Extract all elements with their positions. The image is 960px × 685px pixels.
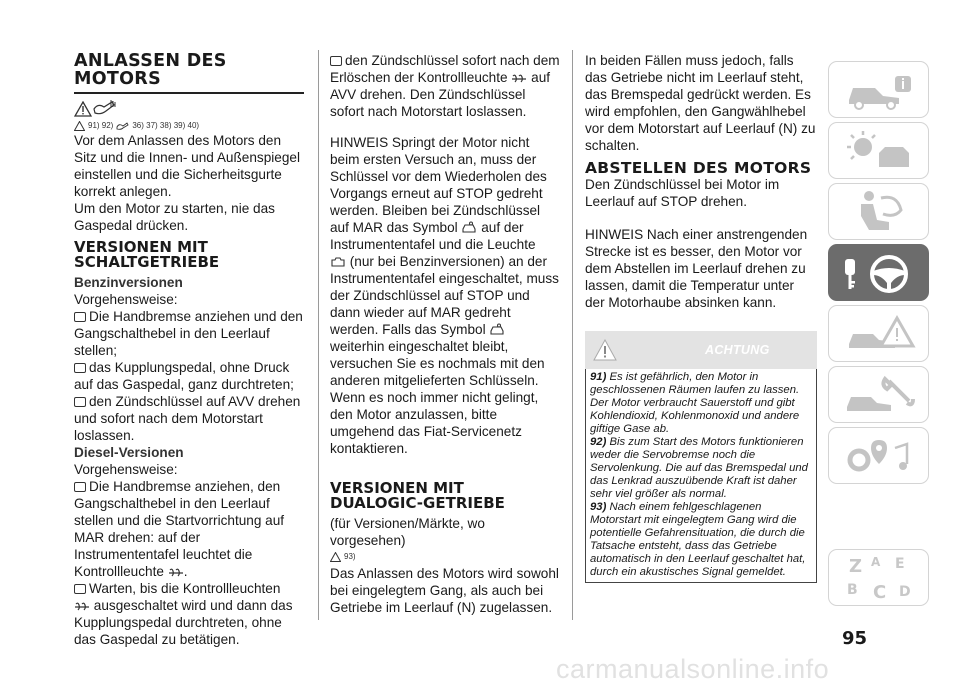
column-divider — [572, 50, 573, 620]
section-title-anlassen: ANLASSEN DES MOTORS — [74, 51, 227, 89]
bullet-icon — [74, 363, 86, 373]
engine-check-icon — [330, 256, 346, 268]
warning-item: 91) Es ist gefährlich, den Motor in geschlossenen Räumen laufen zu lassen. Der Motor verbraucht Sauerstoff und gibt Kohlendioxid, Kohlenmonoxid und andere giftige Gase ab. — [590, 371, 800, 435]
tab-maintenance[interactable] — [828, 366, 929, 423]
gear-location-music-icon — [829, 428, 930, 485]
section-title-schaltgetriebe: VERSIONEN MIT SCHALTGETRIEBE — [74, 237, 220, 271]
column-divider — [318, 50, 319, 620]
diesel-intro: Vorgehensweise: — [74, 461, 178, 477]
page-number: 95 — [842, 628, 868, 649]
svg-text:B: B — [847, 582, 858, 598]
glow-plug-icon — [74, 602, 90, 612]
section-title-dualogic: VERSIONEN MIT DUALOGIC-GETRIEBE — [330, 479, 505, 512]
benzin-step-1: Die Handbremse anziehen und den Gangschalthebel in den Leerlauf stellen; — [74, 308, 303, 358]
lights-sun-icon — [829, 123, 930, 180]
svg-text:E: E — [895, 556, 905, 572]
bullet-icon — [74, 482, 86, 492]
svg-text:C: C — [873, 582, 887, 603]
subsection-benzin: Benzinversionen — [74, 274, 183, 290]
reference-note-93: 93) — [330, 551, 560, 563]
tab-index[interactable] — [828, 549, 929, 606]
column-2 — [330, 52, 560, 616]
benzin-intro: Vorgehensweise: — [74, 291, 178, 307]
immobilizer-car-key-icon — [489, 323, 505, 336]
dualogic-subtitle: (für Versionen/Märkte, wo vorgesehen) — [330, 516, 485, 548]
dualogic-paragraph: Das Anlassen des Motors wird sowohl bei eingelegtem Gang, als auch bei Getriebe im Leerlauf (N) zugelassen. — [330, 566, 559, 615]
benzin-step-2: das Kupplungspedal, ohne Druck auf das Gaspedal, ganz durchtreten; — [74, 359, 294, 392]
svg-text:D: D — [899, 584, 911, 600]
hand-caution-icon — [92, 99, 116, 117]
warning-triangle-small-icon — [330, 552, 341, 562]
warning-symbols-row — [74, 98, 304, 120]
svg-text:A: A — [871, 555, 881, 569]
bullet-icon — [74, 584, 86, 594]
immobilizer-car-key-icon — [461, 221, 477, 234]
ref-notes-b: 36) 37) 38) 39) 40) — [132, 120, 200, 130]
ref-notes-a: 91) 92) — [88, 120, 114, 130]
tab-starting-driving[interactable] — [828, 244, 929, 301]
svg-text:Z: Z — [849, 556, 863, 577]
wrench-car-icon — [829, 367, 930, 424]
benzin-step-3: den Zündschlüssel auf AVV drehen und sofort nach dem Motorstart loslassen. — [74, 393, 301, 443]
diesel-step-2: Warten, bis die Kontrollleuchten ausgeschaltet wird und dann das Kupplungspedal durchtreten, ohne das Gaspedal zu betätigen. — [74, 580, 293, 647]
warning-body — [585, 369, 817, 583]
diesel-step-3: den Zündschlüssel sofort nach dem Erlöschen der Kontrollleuchte auf AVV drehen. Den Zündschlüssel sofort nach Motorstart loslassen. — [330, 53, 560, 119]
tab-car-info[interactable] — [828, 61, 929, 118]
key-steering-wheel-icon — [829, 245, 930, 302]
tab-safety[interactable] — [828, 183, 929, 240]
paragraph-abstellen: Den Zündschlüssel bei Motor im Leerlauf auf STOP drehen. — [585, 177, 780, 209]
warning-item: 92) Bis zum Start des Motors funktionieren weder die Servobremse noch die Servolenkung. Die auf das Bremspedal und das Lenkrad auszuübende Kraft ist daher sehr viel größer als normal. — [590, 436, 808, 500]
hinweis-abstellen: HINWEIS Nach einer anstrengenden Strecke ist es besser, den Motor vor dem Abstellen im Leerlauf drehen zu lassen, damit die Temperatur unter der Motorhaube absinken kann. — [585, 227, 808, 310]
watermark: carmanualsonline.info — [556, 654, 830, 684]
warning-triangle-icon — [74, 101, 92, 117]
index-letters-icon — [829, 550, 930, 607]
bullet-icon — [74, 397, 86, 407]
hinweis-paragraph: HINWEIS Springt der Motor nicht beim ersten Versuch an, muss der Schlüssel vor dem Wiederholen des Vorgangs erneut auf STOP gedreht werden. Bleiben bei Zündschlüssel auf MAR das Symbol auf der Instrumententafel und die Leuchte (nur bei Benzinversionen) an der Instrumententafel eingeschaltet, muss der Zündschlüssel auf STOP und dann wieder auf MAR gedreht werden. Falls das Symbol weiterhin eingeschaltet bleibt, versuchen Sie es nochmals mit den anderen mitgelieferten Schlüsseln. Wenn es noch immer nicht gelingt, den Motor anzulassen, bitte umgehend das Fiat-Servicenetz kontaktieren. — [330, 135, 559, 456]
glow-plug-icon — [511, 74, 527, 84]
paragraph-no-gas: Um den Motor zu starten, nie das Gaspedal drücken. — [74, 200, 275, 233]
bullet-icon — [330, 56, 342, 66]
tab-technical-data[interactable] — [828, 427, 929, 484]
column-1 — [74, 52, 304, 648]
seat-airbag-icon — [829, 184, 930, 241]
diesel-step-1: Die Handbremse anziehen, den Gangschalthebel in den Leerlauf stellen und die Startvorrichtung auf MAR drehen: auf der Instrumententafel leuchtet die Kontrollleuchte . — [74, 478, 285, 579]
reference-notes — [74, 120, 304, 132]
title-rule — [74, 92, 304, 94]
paragraph-leerlauf: In beiden Fällen muss jedoch, falls das Getriebe nicht im Leerlauf steht, das Bremspedal gedrückt werden. Es wird empfohlen, den Gangwählhebel vor dem Motorstart auf Leerlauf (N) zu schalten. — [585, 53, 816, 153]
warning-item: 93) Nach einem fehlgeschlagenen Motorstart mit eingelegtem Gang wird die potentielle Gefahrensituation, die durch die Tatsache entsteht, dass das Getriebe automatisch in den Leerlauf geschaltet hat, durch ein akustisches Signal gemeldet. — [590, 501, 806, 578]
warning-triangle-small-icon — [74, 121, 85, 131]
glow-plug-icon — [168, 568, 184, 578]
subsection-diesel: Diesel-Versionen — [74, 444, 184, 460]
bullet-icon — [74, 312, 86, 322]
section-title-abstellen: ABSTELLEN DES MOTORS — [585, 159, 812, 177]
paragraph-intro: Vor dem Anlassen des Motors den Sitz und die Innen- und Außenspiegel einstellen und die Sicherheitsgurte korrekt anlegen. — [74, 132, 300, 199]
warning-triangle-icon — [593, 339, 617, 361]
warning-triangle-car-icon — [829, 306, 930, 363]
warning-header — [585, 331, 817, 369]
tab-emergency[interactable] — [828, 305, 929, 362]
warning-box — [585, 331, 817, 583]
hand-caution-small-icon — [116, 121, 129, 131]
column-3 — [585, 52, 817, 583]
warning-title: ACHTUNG — [705, 343, 770, 357]
car-info-icon — [829, 62, 930, 119]
tab-lights[interactable] — [828, 122, 929, 179]
